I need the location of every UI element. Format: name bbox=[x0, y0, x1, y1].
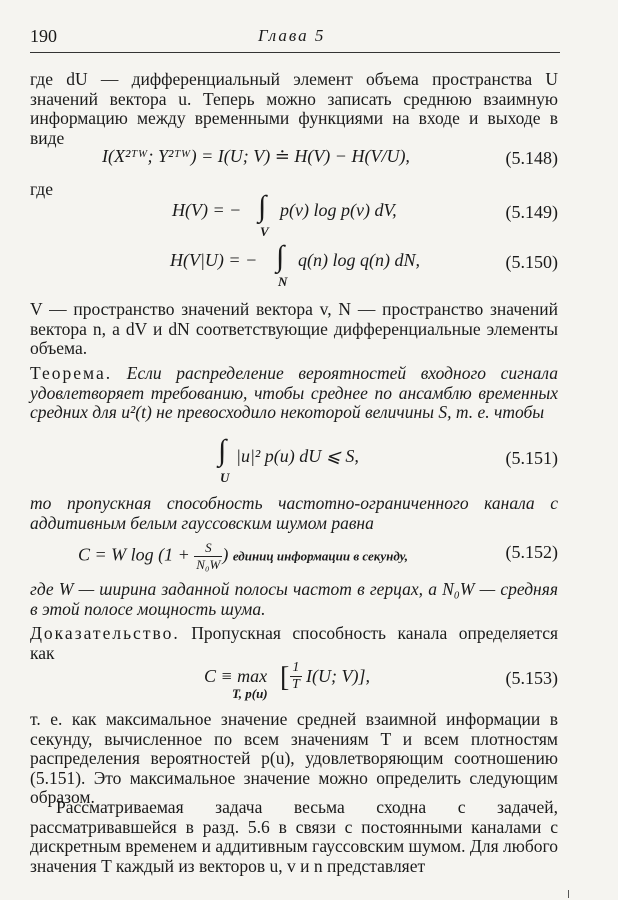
chapter-title: Глава 5 bbox=[258, 26, 326, 45]
eq149-body: p(v) log p(v) dV, bbox=[280, 200, 397, 220]
equation-number-5-151: (5.151) bbox=[505, 448, 558, 468]
paragraph-6: Рассматриваемая задача весьма сходна с задачей, рассматривавшейся в разд. 5.6 в связи с постоянными каналами с дискретным временем и аддитивным гауссовским шумом. Для любого значения T каждый из векторов u, v и n представляет bbox=[30, 797, 558, 876]
eq152-fraction bbox=[194, 540, 222, 573]
proof-text: Пропускная способность канала определяется как bbox=[30, 623, 559, 663]
eq152-open: (1 + bbox=[158, 544, 190, 565]
integral-sign: ∫ bbox=[276, 240, 285, 273]
eq153-bracket: [ bbox=[280, 662, 290, 693]
eq152-close: ) bbox=[222, 544, 229, 565]
eq153-sub: T, p(u) bbox=[232, 686, 268, 701]
theorem-label: Теорема. bbox=[30, 363, 113, 383]
integral-sign: ∫ bbox=[218, 434, 227, 467]
integral-sign: ∫ bbox=[258, 190, 267, 223]
equation-number-5-152: (5.152) bbox=[505, 542, 558, 562]
eq153-frac-num: 1 bbox=[290, 660, 302, 677]
eq153-rhs: I(U; V)], bbox=[306, 666, 370, 686]
eq151-limit: U bbox=[220, 470, 230, 485]
word-gde: где bbox=[30, 179, 53, 199]
equation-number-5-153: (5.153) bbox=[505, 668, 558, 688]
equation-number-5-148: (5.148) bbox=[505, 148, 558, 168]
eq152-frac-num: S bbox=[194, 540, 222, 557]
equation-number-5-149: (5.149) bbox=[505, 202, 558, 222]
header-rule bbox=[30, 52, 560, 53]
eq151-body: |u|² p(u) dU ⩽ S, bbox=[236, 446, 359, 466]
paragraph-2: V — пространство значений вектора v, N — пространство значений вектора n, а dV и dN соответствующие дифференциальные элементы объема. bbox=[30, 299, 558, 358]
eq152-units: единиц информации в секунду, bbox=[232, 548, 408, 564]
eq150-limit: N bbox=[278, 274, 288, 289]
theorem bbox=[30, 364, 558, 423]
paragraph-3: то пропускная способность частотно-ограниченного канала с аддитивным белым гауссовским шумом равна bbox=[30, 493, 558, 533]
eq149-limit: V bbox=[260, 224, 269, 239]
proof bbox=[30, 624, 558, 663]
equation-5-152 bbox=[78, 540, 408, 573]
paragraph-5: т. е. как максимальное значение средней взаимной информации в секунду, вычисленное по всем значениям T и всем плотностям распределения вероятностей p(u), удовлетворяющим соотношению (5.151). Это максимальное значение можно определить следующим образом. bbox=[30, 709, 558, 807]
page-number: 190 bbox=[30, 26, 57, 46]
paragraph-1: где dU — дифференциальный элемент объема пространства U значений вектора u. Теперь можно записать среднюю взаимную информацию между временными функциями на входе и выходе в виде bbox=[30, 69, 558, 148]
margin-mark bbox=[568, 890, 575, 898]
eq150-body: q(n) log q(n) dN, bbox=[298, 250, 420, 270]
theorem-text: Если распределение вероятностей входного сигнала удовлетворяет требованию, чтобы среднее по ансамблю временных средних для u²(t) не превосходило некоторой величины S, т. е. чтобы bbox=[30, 363, 558, 422]
equation-number-5-150: (5.150) bbox=[505, 252, 558, 272]
eq152-frac-den: N₀W bbox=[196, 557, 221, 572]
eq152-lhs: C = W log bbox=[78, 544, 154, 565]
eq153-fraction bbox=[290, 660, 302, 693]
eq150-lhs: H(V|U) = − bbox=[170, 250, 258, 270]
eq153-lhs: C ≡ max bbox=[204, 666, 268, 686]
proof-label: Доказательство. bbox=[30, 623, 180, 643]
equation-5-148: I(X²ᵀᵂ; Y²ᵀᵂ) = I(U; V) ≐ H(V) − H(V/U), bbox=[102, 146, 410, 166]
eq149-lhs: H(V) = − bbox=[172, 200, 242, 220]
paragraph-4: где W — ширина заданной полосы частот в герцах, а N₀W — средняя в этой полосе мощность шума. bbox=[30, 579, 558, 619]
eq153-frac-den: T bbox=[292, 677, 300, 692]
